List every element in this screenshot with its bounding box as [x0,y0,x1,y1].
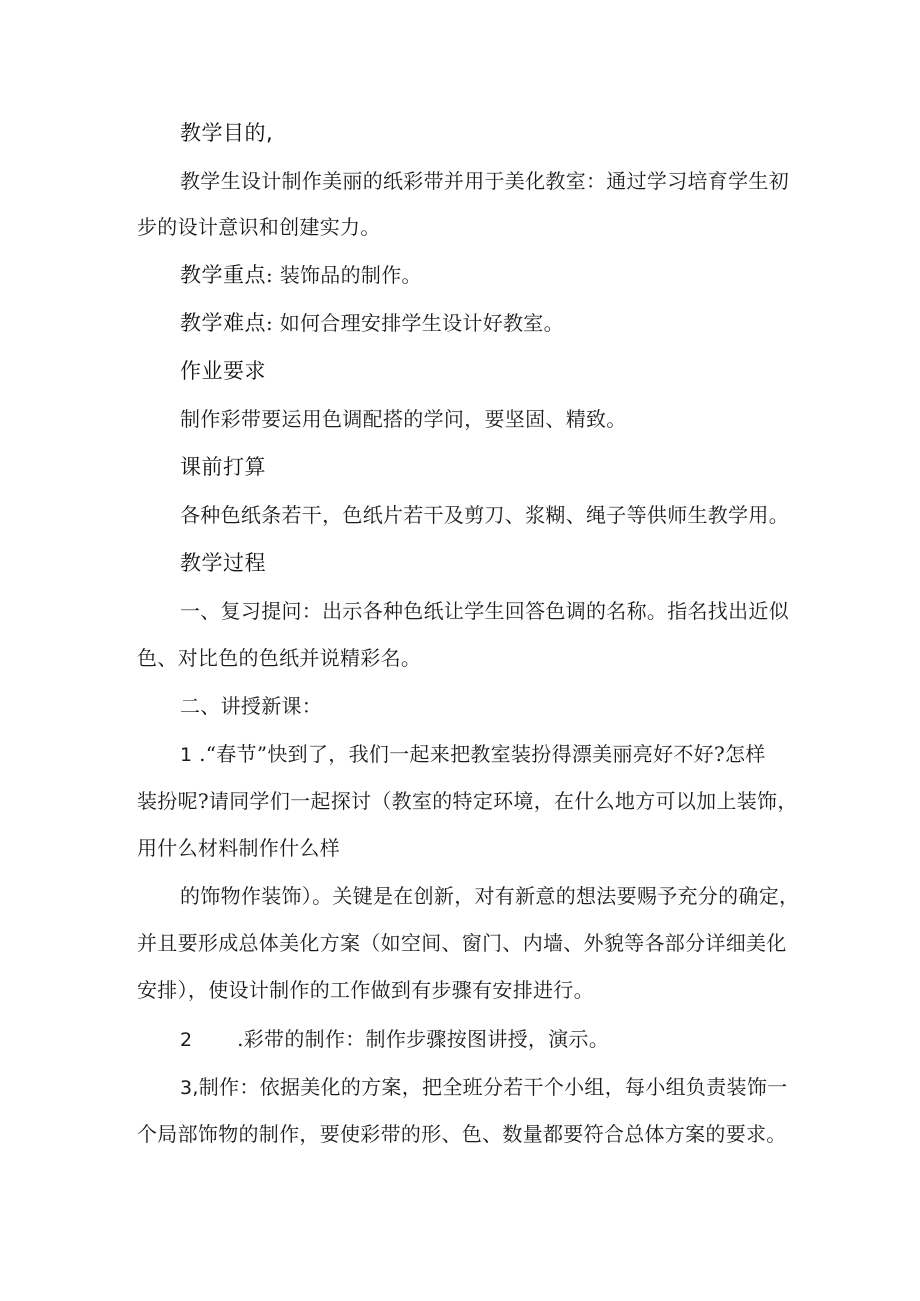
item3-text-1: 制作：依据美化的方案，把全班分若干个小组，每小组负责装饰一 [198,1075,788,1099]
objective-text-line-2: 步的设计意识和创建实力。 [137,215,381,239]
focus-label: 教学重点 [180,263,266,287]
item3-line-2: 个局部饰物的制作，要使彩带的形、色、数量都要符合总体方案的要求。 [137,1122,787,1146]
step1-line-2: 色、对比色的色纸并说精彩名。 [137,646,422,670]
item1-line-6: 安排），使设计制作的工作做到有步骤有安排进行。 [137,978,594,1002]
difficulty-text: : 如何合理安排学生设计好教室。 [266,311,564,335]
item2-line [180,1024,609,1055]
step2-heading: 二、讲授新课： [180,694,323,718]
prep-heading: 课前打算 [180,455,266,479]
item3-number: 3, [180,1077,199,1099]
homework-text: 制作彩带要运用色调配搭的学问，要坚固、精致。 [180,407,627,431]
item1-line-3: 用什么材料制作什么样 [137,836,340,860]
difficulty-paragraph [180,308,564,338]
item1-line-2: 装扮呢?请同学们一起探讨（教室的特定环境，在什么地方可以加上装饰， [137,789,798,813]
focus-paragraph [180,260,422,290]
step1-line-1: 一、复习提问：出示各种色纸让学生回答色调的名称。指名找出近似 [180,599,789,623]
focus-text: : 装饰品的制作。 [266,263,422,287]
item1-line-5: 并且要形成总体美化方案（如空间、窗门、内墙、外貌等各部分详细美化 [137,931,787,955]
item1-line-4: 的饰物作装饰）。关键是在创新，对有新意的想法要赐予充分的确定， [180,884,800,908]
prep-text: 各种色纸条若干，色纸片若干及剪刀、浆糊、绳子等供师生教学用。 [180,503,789,527]
objective-text-line-1: 教学生设计制作美丽的纸彩带并用于美化教室：通过学习培育学生初 [180,169,789,193]
difficulty-label: 教学难点 [180,311,266,335]
objective-heading: 教学目的, [180,121,274,145]
homework-heading: 作业要求 [180,359,266,383]
item1-line-1 [180,739,766,770]
item2-number: 2 [180,1029,193,1051]
item3-line-1 [180,1072,787,1103]
process-heading: 教学过程 [180,551,266,575]
item1-number: 1 [180,744,193,766]
item2-text: .彩带的制作：制作步骤按图讲授，演示。 [237,1027,610,1051]
item1-text-1: .“春节”快到了，我们一起来把教室装扮得漂美丽亮好不好?怎样 [199,742,766,766]
